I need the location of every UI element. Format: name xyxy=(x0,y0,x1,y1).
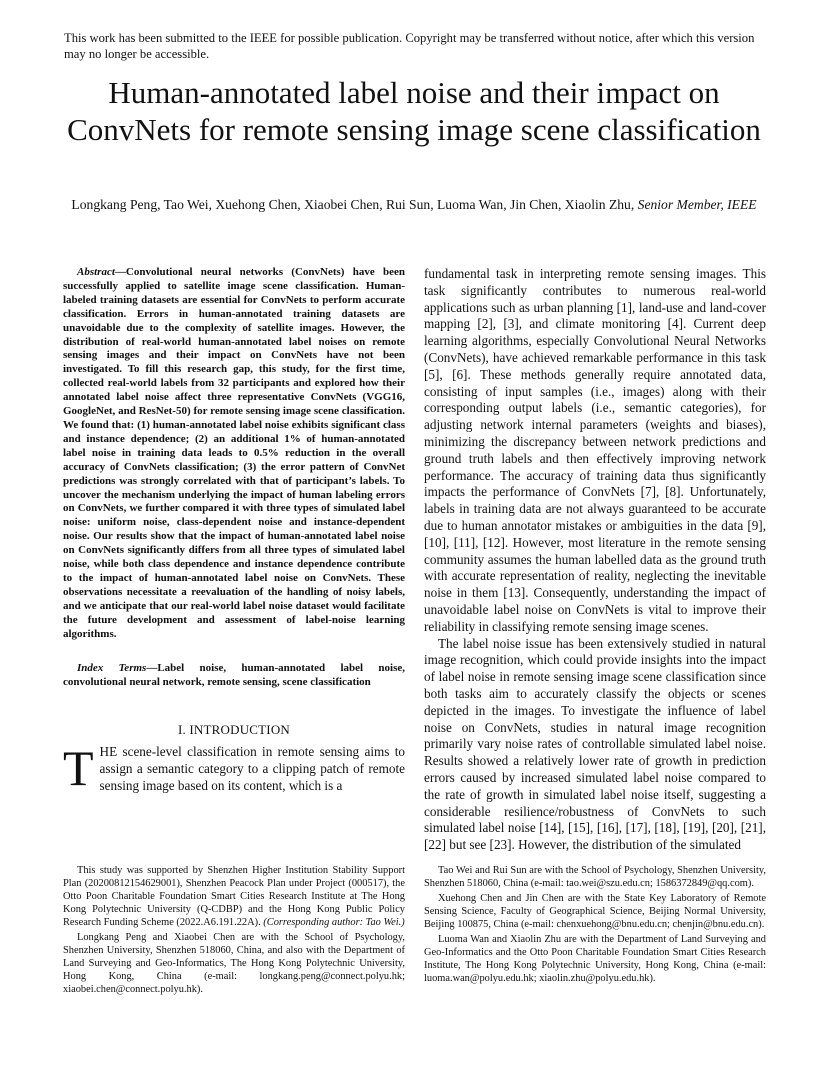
corresponding-author: (Corresponding author: Tao Wei.) xyxy=(263,917,405,928)
author-names: Longkang Peng, Tao Wei, Xuehong Chen, Xiaobei Chen, Rui Sun, Luoma Wan, Jin Chen, Xiaolin Zhu, xyxy=(71,197,635,212)
index-terms-label: Index Terms xyxy=(77,662,147,675)
footnote-funding-text: This study was supported by Shenzhen Higher Institution Stability Support Plan (20200812154629001), Shenzhen Peacock Plan under Project (000517), the Otto Poon Charitable Foundation Smart Cities Research Institute at The Hong Kong Polytechnic University (Q-CDBP) and the Hong Kong Public Policy Research Funding Scheme (2022.A6.191.22A). xyxy=(63,865,405,928)
footnote-funding xyxy=(63,864,405,929)
abstract-text: —Convolutional neural networks (ConvNets) have been successfully applied to satellite image scene classification. Human-labeled training datasets are essential for ConvNets to perform accurate classification. Errors in human-annotated training datasets are unavoidable due to the complexity of satellite images. However, the distribution of real-world human-annotated label noises on remote sensing images and their impact on ConvNets have not been investigated. To fill this research gap, this study, for the first time, collected real-world labels from 32 participants and explored how their annotated label noise affect three representative ConvNets (VGG16, GoogleNet, and ResNet-50) for remote sensing image scene classification. We found that: (1) human-annotated label noise exhibits significant class and instance dependence; (2) an additional 1% of human-annotated label noise in training data leads to 0.5% reduction in the overall accuracy of ConvNets classification; (3) the error pattern of ConvNet predictions was strongly correlated with that of participant’s labels. To uncover the mechanism underlying the impact of human labeling errors on ConvNets, we further compared it with three types of simulated label noise: uniform noise, class-dependent noise and instance-dependent noise. Our results show that the impact of human-annotated label noise on ConvNets significantly differs from all three types of simulated label noise, while both class dependence and instance dependence contribute to the impact of human-annotated label noise on ConvNets. These observations necessitate a reevaluation of the handling of noisy labels, and we anticipate that our real-world label noise dataset would facilitate the future development and assessment of label-noise learning algorithms. xyxy=(63,266,405,640)
left-column xyxy=(63,266,405,795)
intro-text: HE scene-level classification in remote sensing aims to assign a semantic category to a clipping patch of remote sensing image based on its content, which is a xyxy=(99,744,405,793)
section-heading-introduction: I. INTRODUCTION xyxy=(177,722,291,738)
copyright-notice: This work has been submitted to the IEEE for possible publication. Copyright may be transferred without notice, after which this version may no longer be accessible. xyxy=(64,31,755,61)
body-paragraph-2: The label noise issue has been extensively studied in natural image recognition, which could provide insights into the impact of label noise in remote sensing image scene classification since both tasks aim to accurately classify the objects or scenes depicted in the images. To investigate the influence of label noise on ConvNets, studies in natural image recognition primarily vary noise rates of controllable simulated label noise. Results showed a relatively lower rate of growth in prediction errors caused by increased simulated label noise compared to the rate of growth in simulated label noise itself, suggesting a considerable resilience/robustness of ConvNets to such simulated label noise [14], [15], [16], [17], [18], [19], [20], [21], [22] but see [23]. However, the distribution of the simulated xyxy=(424,635,766,853)
author-list xyxy=(64,196,764,214)
footnotes-right xyxy=(424,864,766,987)
author-grade: Senior Member, IEEE xyxy=(637,197,757,212)
drop-cap: T xyxy=(63,740,94,797)
footnote-affiliation-2: Tao Wei and Rui Sun are with the School of Psychology, Shenzhen University, Shenzhen 518060, China (e-mail: tao.wei@szu.edu.cn; 1586372849@qq.com). xyxy=(424,865,766,889)
paper-title: Human-annotated label noise and their impact on ConvNets for remote sensing image scene classification xyxy=(67,75,761,147)
body-paragraph-1: fundamental task in interpreting remote sensing images. This task significantly contributes to numerous real-world applications such as urban planning [1], land-use and land-cover mapping [2], [3], and climate monitoring [4]. Current deep learning algorithms, especially Convolutional Neural Networks (ConvNets), have achieved remarkable performance in this task [5], [6]. These methods generally require annotated data, consisting of input samples (i.e., images) along with their corresponding output labels (i.e., semantic categories), for adjusting network internal parameters (weights and biases), minimizing the discrepancy between network predictions and ground truth labels and then effectively improving network performance. The accuracy of training data thus significantly impacts the performance of ConvNets [7], [8]. Unfortunately, labels in training data are not always guaranteed to be accurate due to human annotator mistakes or ambiguities in the data [9], [10], [11], [12]. However, most literature in the remote sensing community assumes the human labelled data as the ground truth with accurate representation of reality, neglecting the inevitable noise in them [13]. Consequently, understanding the impact of unavoidable label noise on ConvNets is vital to improve their reliability in classifying remote sensing image scenes. xyxy=(424,266,766,634)
right-column xyxy=(424,266,766,854)
footnote-affiliation-1: Longkang Peng and Xiaobei Chen are with the School of Psychology, Shenzhen University, Shenzhen 518060, China, and also with the Department of Land Surveying and Geo-Informatics, The Hong Kong Polytechnic University, Hong Kong, China (e-mail: longkang.peng@connect.polyu.hk; xiaobei.chen@connect.polyu.hk). xyxy=(63,932,405,995)
index-terms xyxy=(63,662,405,690)
intro-paragraph xyxy=(63,740,405,797)
abstract-label: Abstract xyxy=(77,266,115,278)
footnotes-left xyxy=(63,864,405,998)
footnote-affiliation-4: Luoma Wan and Xiaolin Zhu are with the Department of Land Surveying and Geo-Informatics and the Otto Poon Charitable Foundation Smart Cities Research Institute, The Hong Kong Polytechnic University, Hong Kong, China (e-mail: luoma.wan@polyu.edu.hk; xiaolin.zhu@polyu.edu.hk). xyxy=(424,934,766,984)
index-terms-text: —Label noise, human-annotated label noise, convolutional neural network, remote sensing, scene classification xyxy=(63,662,405,689)
abstract xyxy=(63,266,405,641)
footnote-affiliation-3: Xuehong Chen and Jin Chen are with the State Key Laboratory of Remote Sensing Science, Faculty of Geographical Science, Beijing Normal University, Beijing 100875, China (e-mail: chenxuehong@bnu.edu.cn; chenjin@bnu.edu.cn). xyxy=(424,893,766,930)
